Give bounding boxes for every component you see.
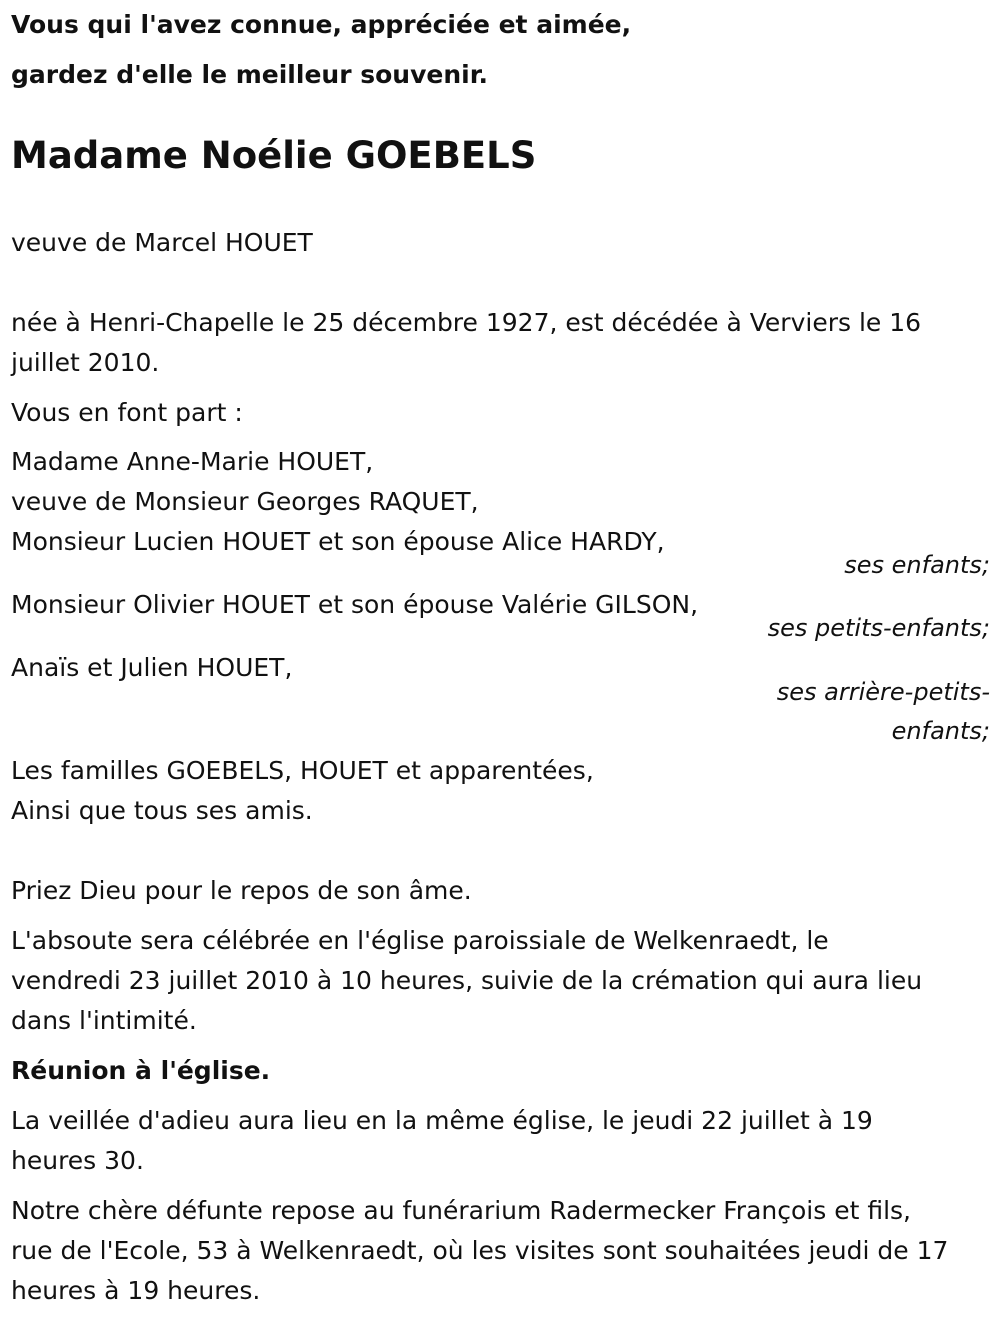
great-grandchildren-role-2: enfants; [891, 717, 990, 745]
grandchildren-role: ses petits-enfants; [767, 614, 990, 642]
absoute-line-2: vendredi 23 juillet 2010 à 10 heures, suivie de la crémation qui aura lieu [11, 966, 923, 995]
absoute-line-3: dans l'intimité. [11, 1006, 197, 1035]
rest-line-1: Notre chère défunte repose au funérarium Radermecker François et fils, [11, 1196, 911, 1225]
grandchildren-line: Monsieur Olivier HOUET et son épouse Valérie GILSON, [11, 590, 699, 619]
meeting-line: Réunion à l'église. [11, 1056, 271, 1085]
intro-line-1: Vous qui l'avez connue, appréciée et aimée, [11, 10, 632, 39]
children-role: ses enfants; [844, 551, 990, 579]
intro-line-2: gardez d'elle le meilleur souvenir. [11, 60, 488, 89]
child-line-1: Madame Anne-Marie HOUET, [11, 447, 374, 476]
rest-line-3: heures à 19 heures. [11, 1276, 261, 1305]
child-line-3: Monsieur Lucien HOUET et son épouse Alice HARDY, [11, 527, 665, 556]
great-grandchildren-line: Anaïs et Julien HOUET, [11, 653, 293, 682]
birth-death-line-2: juillet 2010. [11, 348, 160, 377]
announcers-intro: Vous en font part : [11, 398, 243, 427]
prayer-line: Priez Dieu pour le repos de son âme. [11, 876, 472, 905]
absoute-line-1: L'absoute sera célébrée en l'église paroissiale de Welkenraedt, le [11, 926, 829, 955]
families-line: Les familles GOEBELS, HOUET et apparentées, [11, 756, 594, 785]
deceased-name: Madame Noélie GOEBELS [11, 134, 537, 177]
widow-of: veuve de Marcel HOUET [11, 228, 313, 257]
birth-death-line-1: née à Henri-Chapelle le 25 décembre 1927, est décédée à Verviers le 16 [11, 308, 922, 337]
friends-line: Ainsi que tous ses amis. [11, 796, 313, 825]
vigil-line-2: heures 30. [11, 1146, 144, 1175]
vigil-line-1: La veillée d'adieu aura lieu en la même église, le jeudi 22 juillet à 19 [11, 1106, 873, 1135]
rest-line-2: rue de l'Ecole, 53 à Welkenraedt, où les visites sont souhaitées jeudi de 17 [11, 1236, 949, 1265]
child-line-2: veuve de Monsieur Georges RAQUET, [11, 487, 479, 516]
great-grandchildren-role-1: ses arrière-petits- [776, 678, 990, 706]
